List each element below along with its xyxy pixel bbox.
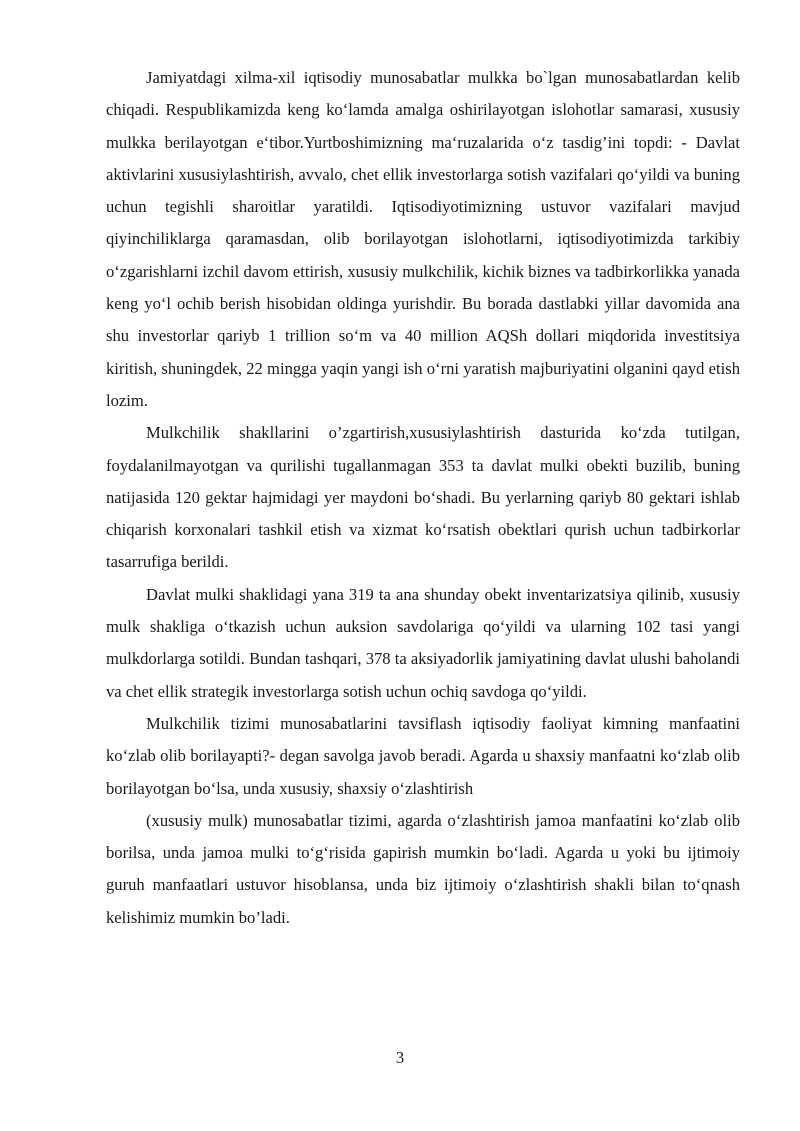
paragraph-5: (xususiy mulk) munosabatlar tizimi, agarda o‘zlashtirish jamoa manfaatini ko‘zlab olib borilsa, unda jamoa mulki to‘g‘risida gapirish mumkin bo‘ladi. Agarda u yoki bu ijtimoiy guruh manfaatlari ustuvor hisoblansa, unda biz ijtimoiy o‘zlashtirish shakli bilan to‘qnash kelishimiz mumkin bo’ladi. (106, 810, 740, 927)
body-text (106, 62, 740, 934)
paragraph-4: Mulkchilik tizimi munosabatlarini tavsiflash iqtisodiy faoliyat kimning manfaatini ko‘zlab olib borilayapti?- degan savolga javob beradi. Agarda u shaxsiy manfaatni ko‘zlab olib borilayotgan bo‘lsa, unda xususiy, shaxsiy o‘zlashtirish (106, 713, 740, 798)
page-number: 3 (395, 1048, 405, 1067)
paragraph-2: Mulkchilik shakllarini o’zgartirish,xususiylashtirish dasturida ko‘zda tutilgan, foydalanilmayotgan va qurilishi tugallanmagan 353 ta davlat mulki obekti buzilib, buning natijasida 120 gektar hajmidagi yer maydoni bo‘shadi. Bu yerlarning qariyb 80 gektari ishlab chiqarish korxonalari tashkil etish va xizmat ko‘rsatish obektlari qurish uchun tadbirkorlar tasarrufiga berildi. (106, 423, 740, 572)
paragraph-1: Jamiyatdagi xilma-xil iqtisodiy munosabatlar mulkka bo`lgan munosabatlardan kelib chiqadi. Respublikamizda keng ko‘lamda amalga oshirilayotgan islohotlar samarasi, xususiy mulkka berilayotgan e‘tibor.Yurtboshimizning ma‘ruzalarida o‘z tasdig’ini topdi: - Davlat aktivlarini xususiylashtirish, avvalo, chet ellik investorlarga sotish vazifalari qo‘yildi va buning uchun tegishli sharoitlar yaratildi. Iqtisodiyotimizning ustuvor vazifalari mavjud qiyinchiliklarga qaramasdan, olib borilayotgan islohotlarni, iqtisodiyotimizda tarkibiy o‘zgarishlarni izchil davom ettirish, xususiy mulkchilik, kichik biznes va tadbirkorlikka yanada keng yo‘l ochib berish hisobidan oldinga yurishdir. Bu borada dastlabki yillar davomida ana shu investorlar qariyb 1 trillion so‘m va 40 million AQSh dollari miqdorida investitsiya kiritish, shuningdek, 22 mingga yaqin yangi ish o‘rni yaratish majburiyatini olganini qayd etish lozim. (106, 68, 740, 410)
paragraph-3: Davlat mulki shaklidagi yana 319 ta ana shunday obekt inventarizatsiya qilinib, xususiy mulk shakliga o‘tkazish uchun auksion savdolariga qo‘yildi va ularning 102 tasi yangi mulkdorlarga sotildi. Bundan tashqari, 378 ta aksiyadorlik jamiyatining davlat ulushi baholandi va chet ellik strategik investorlarga sotish uchun ochiq savdoga qo‘yildi. (106, 584, 740, 701)
